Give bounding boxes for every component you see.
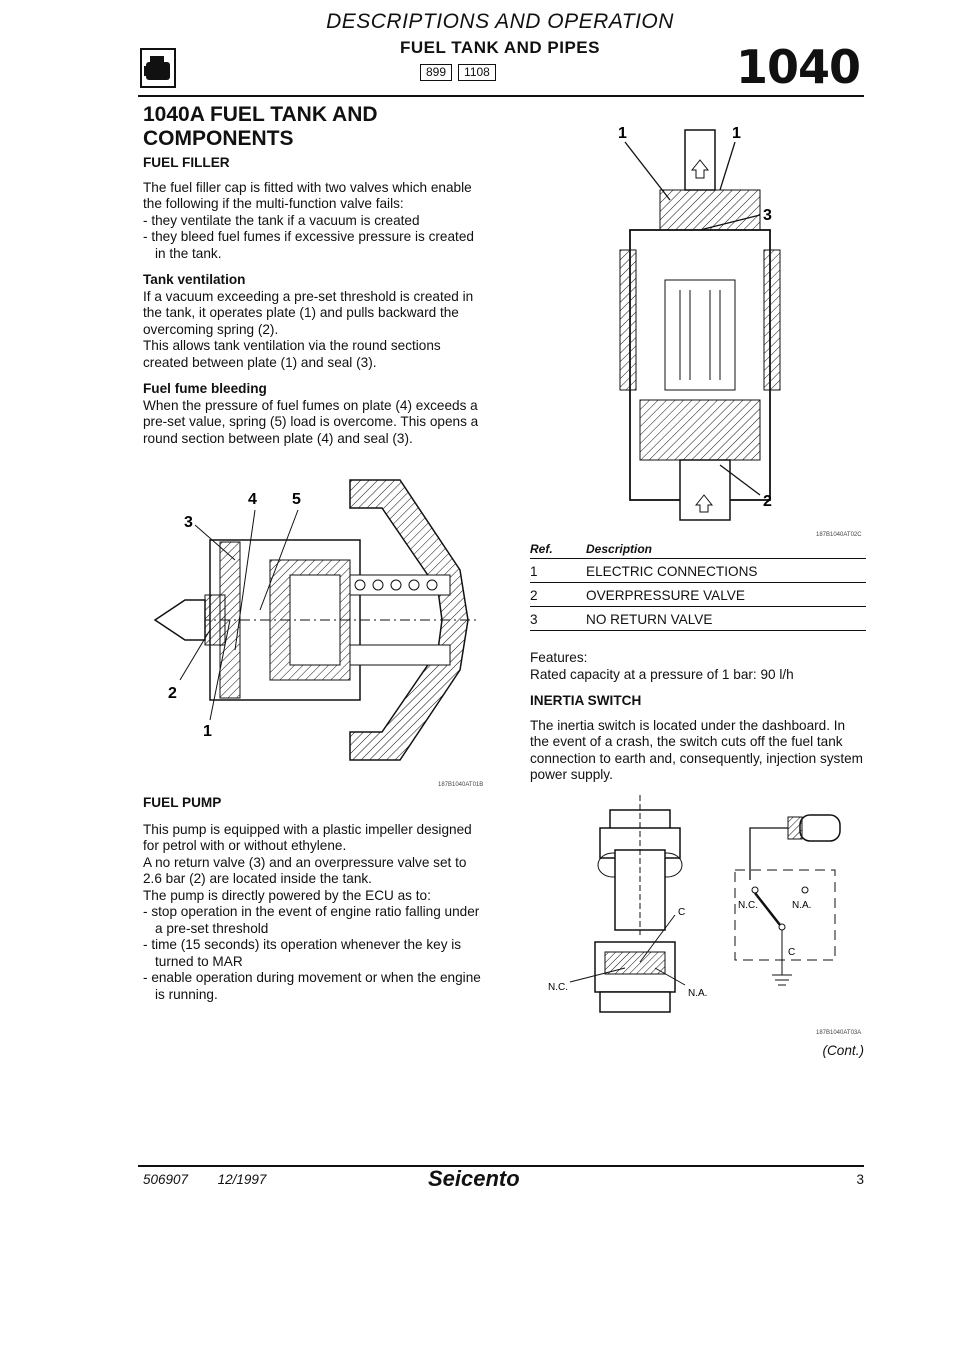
page-heading: 1040A FUEL TANK AND COMPONENTS <box>143 103 378 150</box>
fuel-pump-text-1: This pump is equipped with a plastic impeller designed for petrol with or without ethylene. <box>143 821 472 853</box>
pin-label: N.C. <box>738 900 758 911</box>
model-code: 1108 <box>458 64 496 81</box>
callout-label: 1 <box>203 723 212 740</box>
features-text: Rated capacity at a pressure of 1 bar: 90 l/h <box>530 666 794 682</box>
pin-label: C <box>678 907 686 918</box>
model-codes <box>420 64 496 81</box>
table-cell: OVERPRESSURE VALVE <box>586 583 866 607</box>
brand-logo: Seicento <box>428 1166 520 1191</box>
table-cell: 2 <box>530 583 586 607</box>
reference-table <box>530 540 866 631</box>
inertia-switch-diagram <box>530 790 870 1020</box>
page-number: 3 <box>856 1172 864 1187</box>
table-row <box>530 583 866 607</box>
table-cell: 3 <box>530 607 586 631</box>
features-section <box>530 650 865 784</box>
pin-label: N.A. <box>792 900 812 911</box>
fuel-pump-text-2: A no return valve (3) and an overpressure valve set to 2.6 bar (2) are located inside the tank. <box>143 854 467 886</box>
column-header: Description <box>586 540 866 559</box>
doc-number: 506907 <box>143 1172 189 1187</box>
table-row <box>530 607 866 631</box>
list-item: - time (15 seconds) its operation whenever the key is turned to MAR <box>143 937 462 969</box>
pin-label: N.C. <box>548 982 568 993</box>
fuel-filler-intro: The fuel filler cap is fitted with two valves which enable the following if the multi-function valve fails: <box>143 179 472 211</box>
fuel-pump-diagram <box>600 110 820 530</box>
list-item: - stop operation in the event of engine ratio falling under a pre-set threshold <box>143 904 480 936</box>
figure-code: 187B1040AT01B <box>438 782 484 788</box>
fuel-pump-section <box>143 795 488 1003</box>
list-item: - they bleed fuel fumes if excessive pressure is created in the tank. <box>143 229 474 261</box>
car-icon <box>140 48 176 88</box>
callout-label: 1 <box>732 125 741 142</box>
tank-ventilation-text: If a vacuum exceeding a pre-set threshold is created in the tank, it operates plate (1) and pulls backward the overcoming spring (2). <box>143 288 474 337</box>
continued-note: (Cont.) <box>822 1043 864 1058</box>
callout-label: 5 <box>292 491 301 508</box>
tank-ventilation-text-2: This allows tank ventilation via the round sections created between plate (1) and seal (3). <box>143 338 441 370</box>
tank-ventilation-heading: Tank ventilation <box>143 272 246 287</box>
callout-label: 2 <box>763 493 772 510</box>
section-subtitle: FUEL TANK AND PIPES <box>400 38 600 57</box>
fume-bleeding-text: When the pressure of fuel fumes on plate (4) exceeds a pre-set value, spring (5) load is overcome. This opens a round section between plate (4) and seal (3). <box>143 397 479 446</box>
pin-label: C <box>788 947 796 958</box>
fuel-pump-heading: FUEL PUMP <box>143 795 222 810</box>
fume-bleeding-heading: Fuel fume bleeding <box>143 381 267 396</box>
inertia-switch-heading: INERTIA SWITCH <box>530 693 642 708</box>
inertia-switch-text: The inertia switch is located under the dashboard. In the event of a crash, the switch cuts off the fuel tank connection to earth and, consequently, injection system power supply. <box>530 717 863 782</box>
callout-label: 4 <box>248 491 257 508</box>
fuel-filler-section <box>143 155 488 447</box>
column-header: Ref. <box>530 540 586 559</box>
table-cell: 1 <box>530 559 586 583</box>
header-divider <box>138 95 864 97</box>
callout-label: 1 <box>618 125 627 142</box>
callout-label: 2 <box>168 685 177 702</box>
callout-label: 3 <box>763 207 772 224</box>
filler-cap-diagram <box>150 470 490 770</box>
table-cell: NO RETURN VALVE <box>586 607 866 631</box>
table-header-row <box>530 540 866 559</box>
figure-code: 187B1040AT02C <box>816 532 862 538</box>
footer-doc-info <box>143 1172 266 1187</box>
pin-label: N.A. <box>688 988 708 999</box>
figure-code: 187B1040AT03A <box>816 1030 862 1036</box>
doc-date: 12/1997 <box>217 1172 267 1187</box>
features-label: Features: <box>530 650 588 665</box>
list-item: - enable operation during movement or when the engine is running. <box>143 970 481 1002</box>
group-number: 1040 <box>735 40 860 94</box>
fuel-filler-heading: FUEL FILLER <box>143 155 230 170</box>
fuel-pump-text-3: The pump is directly powered by the ECU as to: <box>143 887 431 903</box>
callout-label: 3 <box>184 514 193 531</box>
model-code: 899 <box>420 64 452 81</box>
section-title: DESCRIPTIONS AND OPERATION <box>326 10 674 33</box>
table-row <box>530 559 866 583</box>
table-cell: ELECTRIC CONNECTIONS <box>586 559 866 583</box>
list-item: - they ventilate the tank if a vacuum is created <box>143 212 420 228</box>
